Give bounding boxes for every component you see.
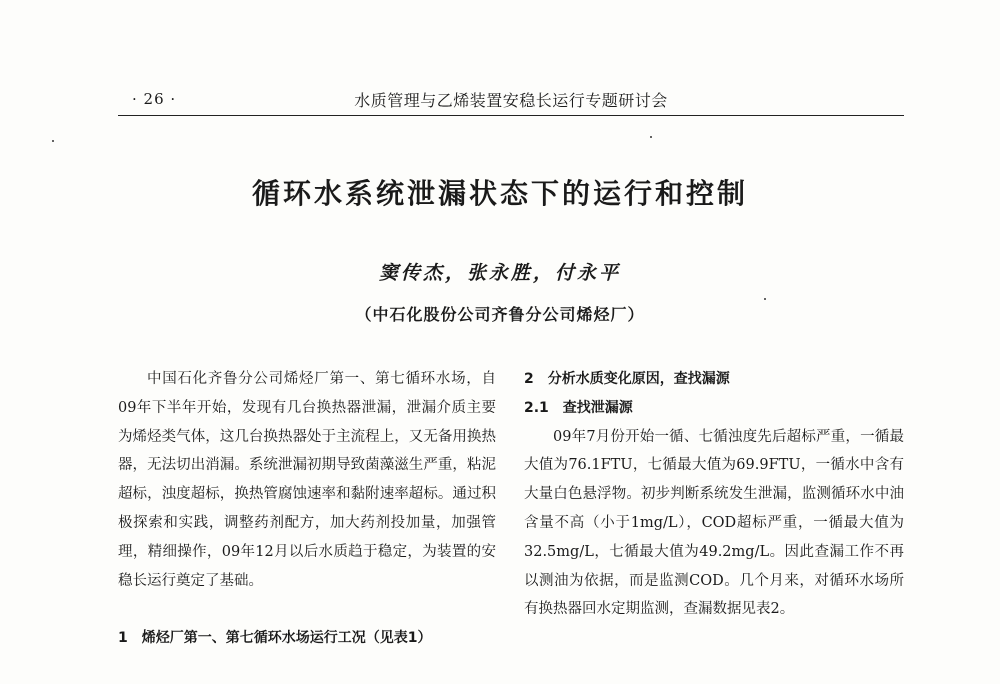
page-header bbox=[118, 84, 904, 116]
scan-speck bbox=[650, 136, 652, 138]
scan-speck bbox=[52, 140, 54, 142]
left-column bbox=[118, 365, 496, 653]
paper-authors: 窦传杰，张永胜，付永平 bbox=[378, 262, 621, 284]
section-2-1-paragraph: 09年7月份开始一循、七循浊度先后超标严重，一循最大值为76.1FTU，七循最大值为69.9FTU，一循水中含有大量白色悬浮物。初步判断系统发生泄漏，监测循环水中油含量不高（小于1mg/L），COD超标严重，一循最大值为32.5mg/L，七循最大值为49.2mg/L。因此查漏工作不再以测油为依据，而是监测COD。几个月来，对循环水场所有换热器回水定期监测，查漏数据见表2。 bbox=[524, 428, 904, 618]
abstract-paragraph: 中国石化齐鲁分公司烯烃厂第一、第七循环水场，自09年下半年开始，发现有几台换热器泄漏，泄漏介质主要为烯烃类气体，这几台换热器处于主流程上，又无备用换热器，无法切出消漏。系统泄漏初期导致菌藻滋生严重，粘泥超标，浊度超标，换热管腐蚀速率和黏附速率超标。通过积极探索和实践，调整药剂配方，加大药剂投加量，加强管理，精细操作，09年12月以后水质趋于稳定，为装置的安稳长运行奠定了基础。 bbox=[118, 371, 496, 589]
scan-speck bbox=[764, 298, 766, 300]
section-2-heading: 2 分析水质变化原因，查找漏源 bbox=[524, 371, 730, 387]
section-spacer bbox=[118, 595, 496, 624]
paper-title: 循环水系统泄漏状态下的运行和控制 bbox=[251, 177, 748, 210]
section-1-heading: 1 烯烃厂第一、第七循环水场运行工况（见表1） bbox=[118, 630, 432, 647]
running-title: 水质管理与乙烯装置安稳长运行专题研讨会 bbox=[354, 91, 668, 110]
header-rule bbox=[118, 115, 904, 116]
paper-affiliation: （中石化股份公司齐鲁分公司烯烃厂） bbox=[355, 305, 645, 324]
section-2-1-heading: 2.1 查找泄漏源 bbox=[524, 399, 633, 416]
right-column bbox=[524, 365, 904, 624]
page-number: · 26 · bbox=[132, 90, 177, 108]
